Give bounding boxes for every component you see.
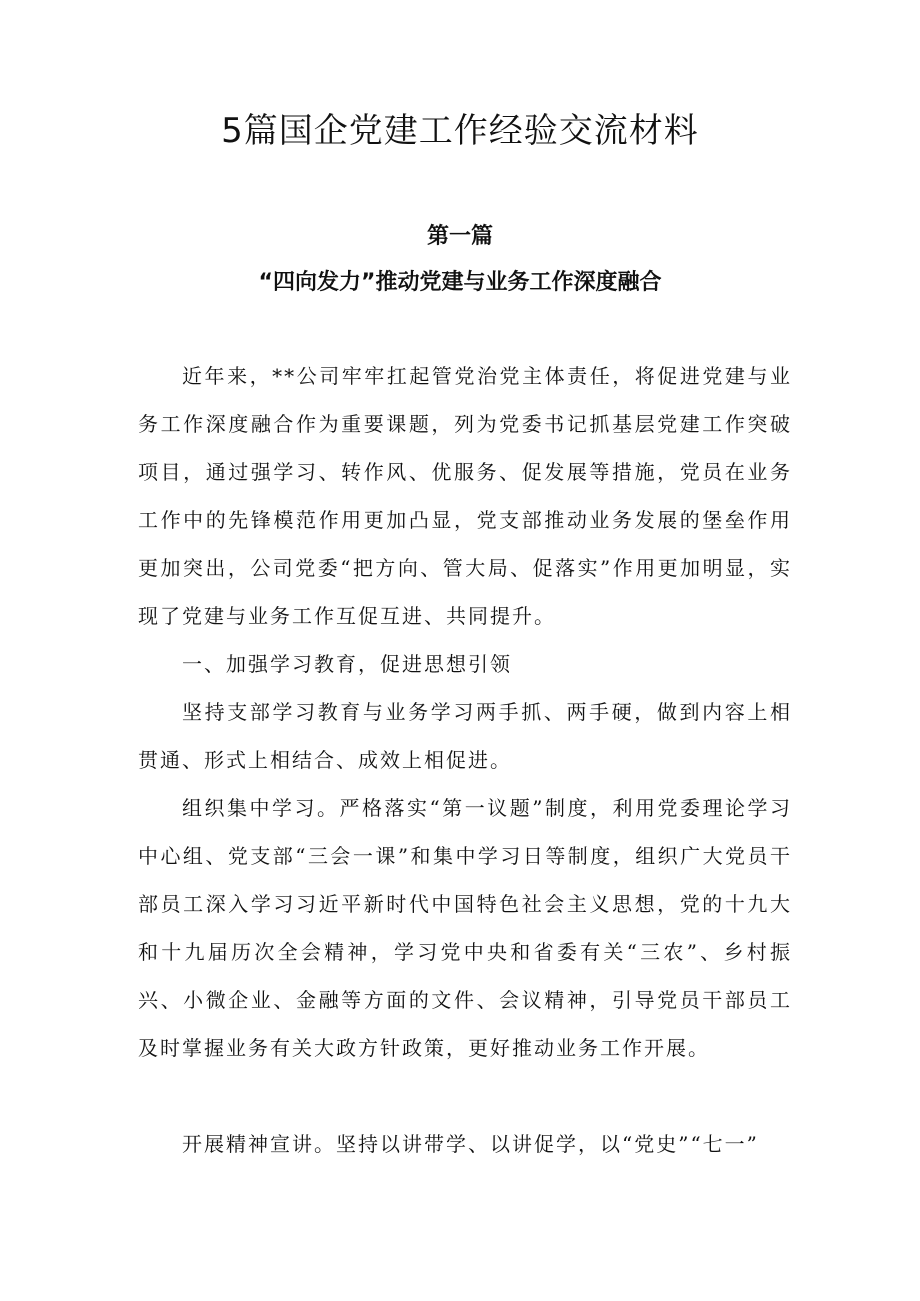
preach-paragraph: 开展精神宣讲。坚持以讲带学、以讲促学，以“党史”“七一” [182, 1132, 759, 1156]
chapter-title: “四向发力”推动党建与业务工作深度融合 [258, 270, 662, 295]
intro-paragraph: 近年来，**公司牢牢扛起管党治党主体责任，将促进党建与业务工作深度融合作为重要课题，列为党委书记抓基层党建工作突破项目，通过强学习、转作风、优服务、促发展等措施，党员在业务工作中的先锋模范作用更加凸显，党支部推动业务发展的堡垒作用更加突出，公司党委“把方向、管大局、促落实”作用更加明显，实现了党建与业务工作互促互进、共同提升。 [138, 364, 792, 628]
document-title: 5篇国企党建工作经验交流材料 [221, 111, 699, 151]
section-heading: 一、加强学习教育，促进思想引领 [182, 652, 512, 676]
section-paragraph: 坚持支部学习教育与业务学习两手抓、两手硬，做到内容上相贯通、形式上相结合、成效上相促进。 [138, 700, 792, 772]
chapter-label: 第一篇 [426, 224, 493, 249]
study-paragraph: 组织集中学习。严格落实“第一议题”制度，利用党委理论学习中心组、党支部“三会一课”和集中学习日等制度，组织广大党员干部员工深入学习习近平新时代中国特色社会主义思想，党的十九大和十九届历次全会精神，学习党中央和省委有关“三农”、乡村振兴、小微企业、金融等方面的文件、会议精神，引导党员干部员工及时掌握业务有关大政方针政策，更好推动业务工作开展。 [138, 796, 792, 1060]
